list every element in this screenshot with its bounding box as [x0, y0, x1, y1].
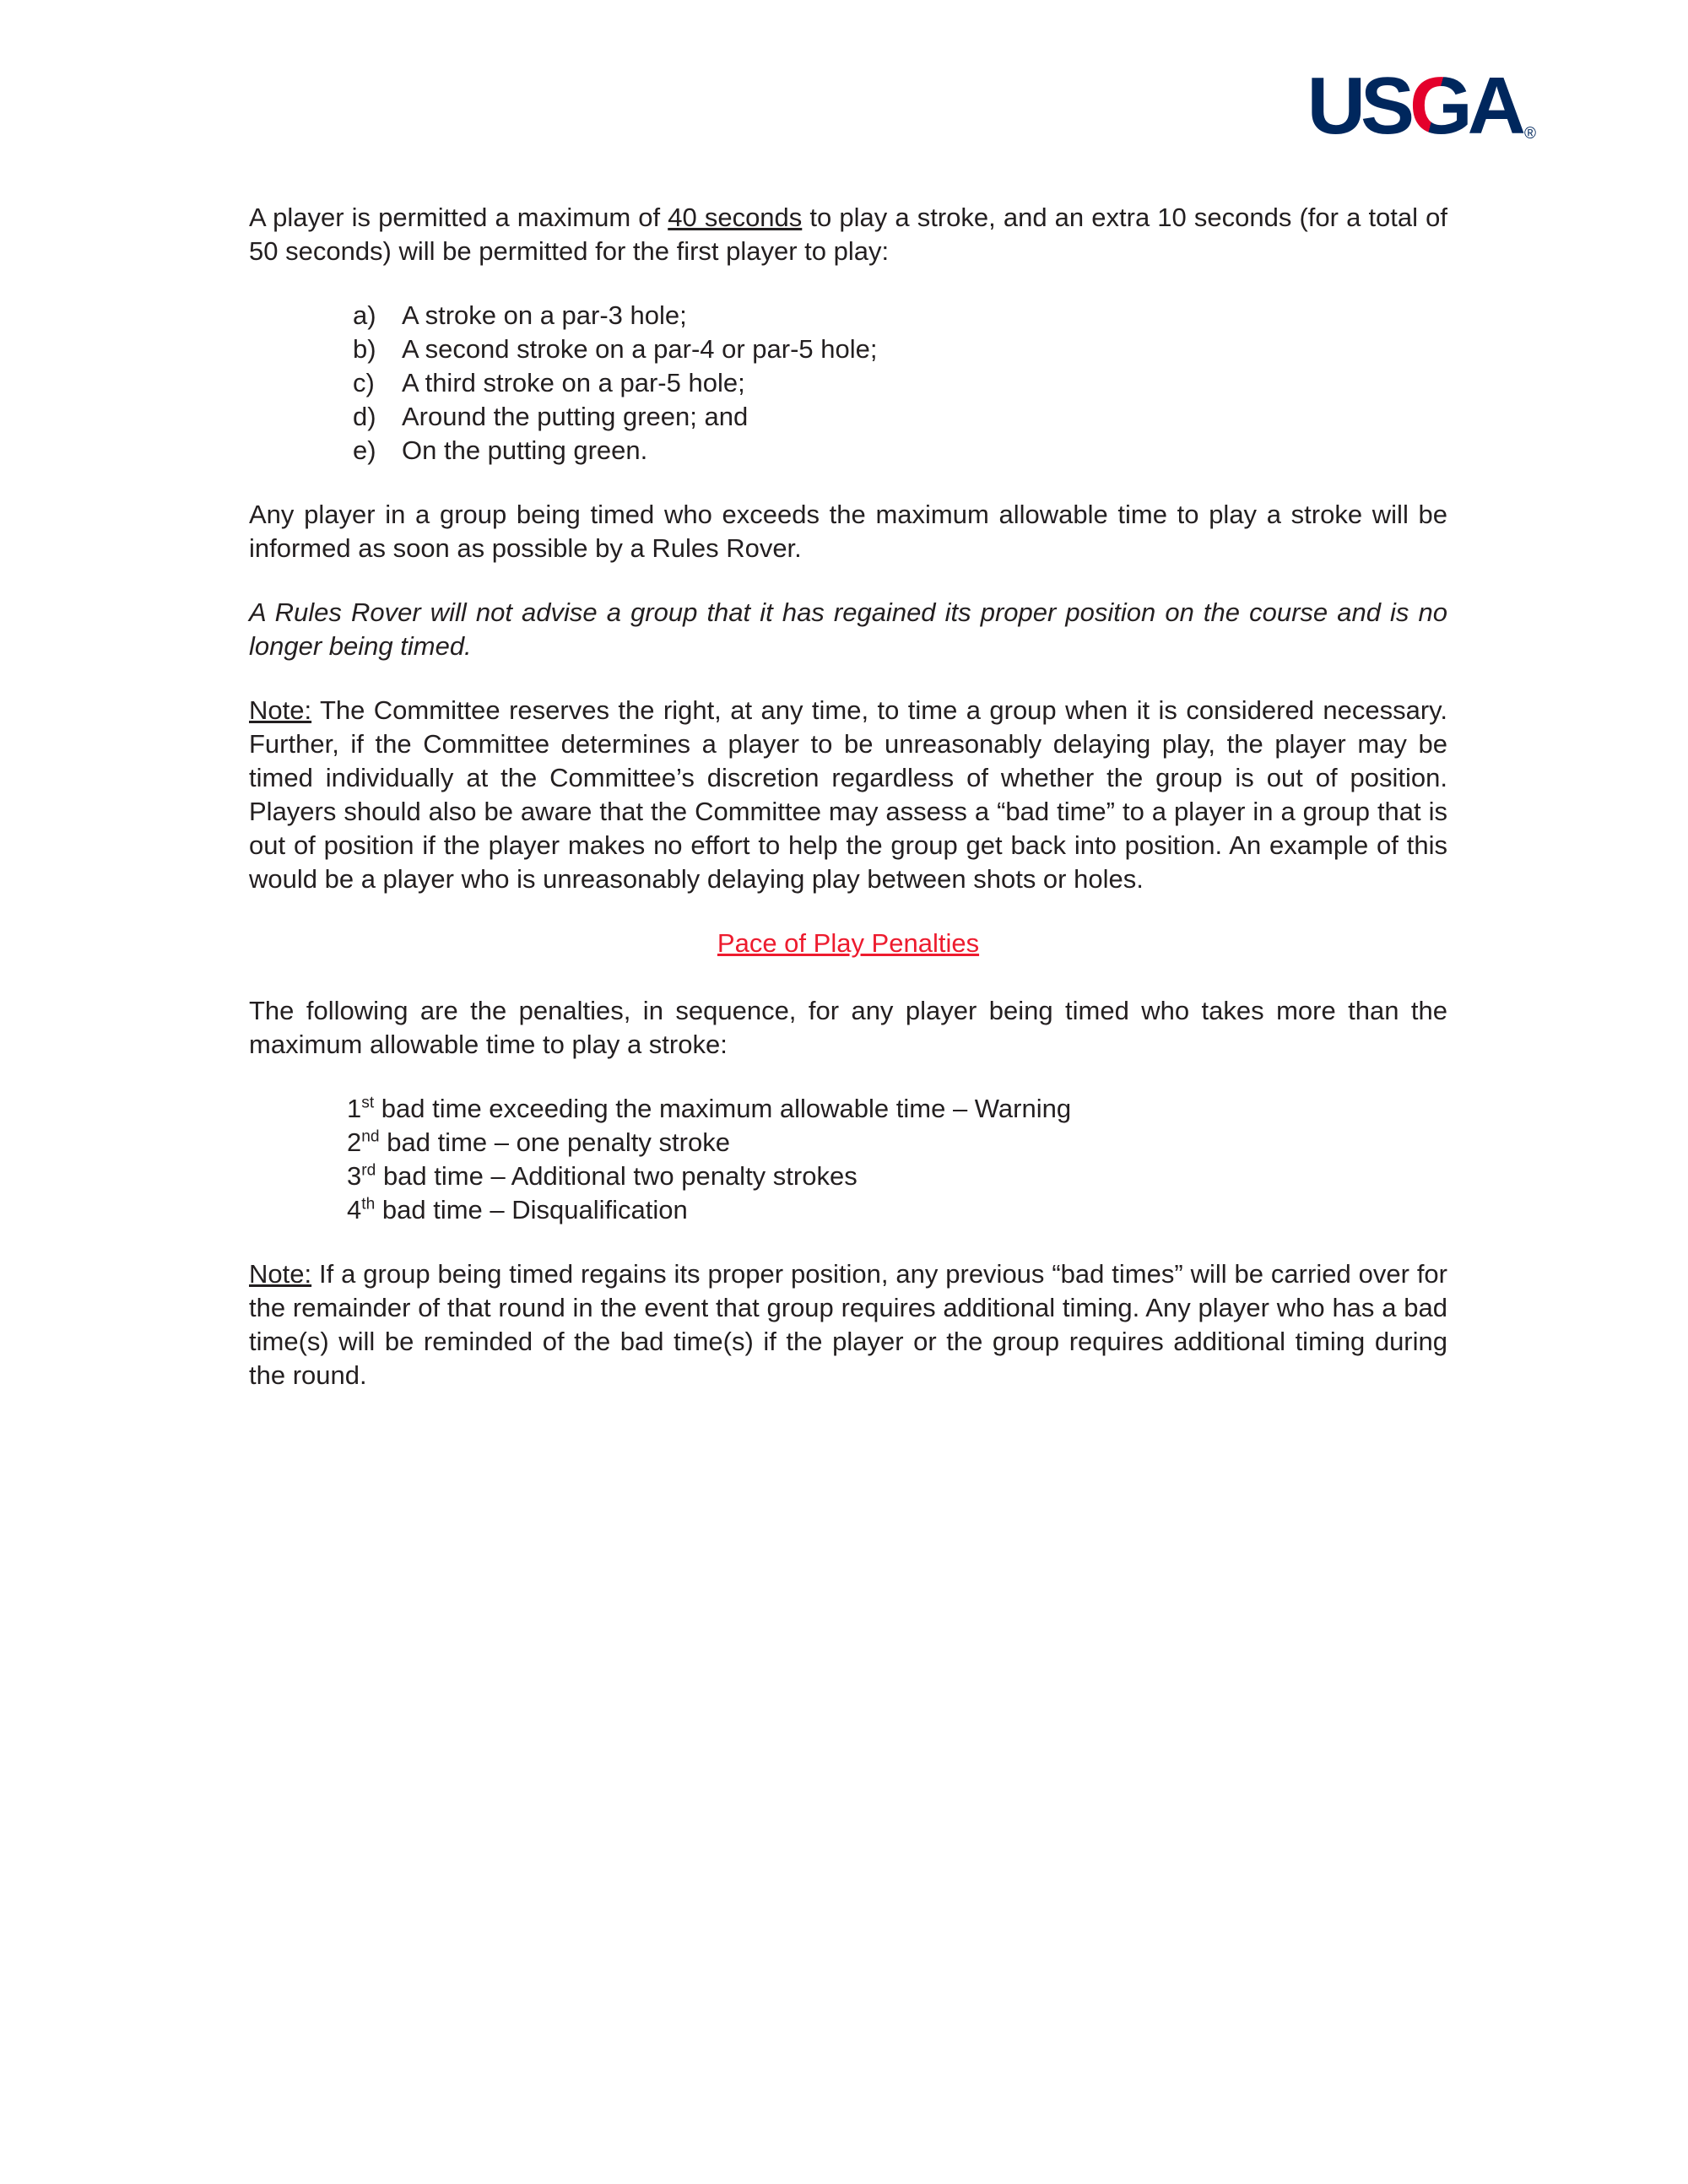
penalty-item	[347, 1126, 1447, 1160]
penalty-item	[347, 1092, 1447, 1126]
usga-logo-a: A	[1467, 61, 1521, 151]
usga-logo-g: G	[1409, 61, 1468, 151]
penalties-list	[347, 1092, 1447, 1227]
list-item-text: A stroke on a par-3 hole;	[402, 300, 687, 330]
list-item-text: A second stroke on a par-4 or par-5 hole;	[402, 334, 878, 364]
intro-paragraph	[249, 201, 1447, 268]
timed-player-paragraph: Any player in a group being timed who exceeds the maximum allowable time to play a stroke will be informed as soon as possible by a Rules Rover.	[249, 500, 1447, 563]
note-label: Note:	[249, 695, 312, 725]
committee-note-paragraph	[249, 694, 1447, 896]
note-text: If a group being timed regains its proper position, any previous “bad times” will be carried over for the remainder of that round in the event that group requires additional timing. Any player who has a bad time(s) will be reminded of the bad time(s) if the player or the group requires additional timing during the round.	[249, 1259, 1447, 1390]
list-item	[353, 299, 1447, 332]
stroke-situations-list	[353, 299, 1447, 468]
list-item	[353, 434, 1447, 468]
usga-logo	[1307, 61, 1536, 151]
list-item-text: Around the putting green; and	[402, 402, 749, 431]
usga-logo-us: US	[1307, 61, 1409, 151]
registered-trademark-symbol: ®	[1524, 125, 1536, 143]
document-content	[249, 201, 1447, 1423]
penalty-text: bad time – Additional two penalty strokes	[376, 1161, 858, 1191]
penalty-item	[347, 1160, 1447, 1193]
list-item-label: b)	[353, 334, 376, 364]
penalty-ordinal: 1	[347, 1094, 362, 1123]
note-label: Note:	[249, 1259, 312, 1289]
list-item	[353, 400, 1447, 434]
rules-rover-italic-paragraph: A Rules Rover will not advise a group that it has regained its proper position on the course and is no longer being timed.	[249, 597, 1447, 661]
list-item-label: d)	[353, 402, 376, 431]
penalty-text: bad time – Disqualification	[375, 1195, 688, 1224]
list-item	[353, 366, 1447, 400]
bad-times-note-paragraph	[249, 1257, 1447, 1392]
intro-post: to play a stroke, and an extra 10 seconds (for a total of 50 seconds) will be permitted for the first player to play:	[249, 203, 1448, 266]
intro-underlined-40-seconds: 40 seconds	[668, 203, 803, 232]
penalty-text: bad time – one penalty stroke	[379, 1127, 730, 1157]
penalty-ordinal: 2	[347, 1127, 362, 1157]
penalty-text: bad time exceeding the maximum allowable time – Warning	[374, 1094, 1072, 1123]
list-item-label: a)	[353, 300, 376, 330]
penalty-ordinal: 4	[347, 1195, 362, 1224]
list-item-label: c)	[353, 368, 375, 397]
list-item-text: On the putting green.	[402, 435, 648, 465]
list-item-text: A third stroke on a par-5 hole;	[402, 368, 745, 397]
penalty-item	[347, 1193, 1447, 1227]
penalty-ordinal: 3	[347, 1161, 362, 1191]
list-item-label: e)	[353, 435, 376, 465]
intro-pre: A player is permitted a maximum of	[249, 203, 668, 232]
usga-logo-letters	[1307, 61, 1521, 151]
pace-of-play-penalties-heading: Pace of Play Penalties	[717, 928, 980, 958]
note-text: The Committee reserves the right, at any time, to time a group when it is considered necessary. Further, if the Committee determines a player to be unreasonably delaying play, the player may be timed individually at the Committee’s discretion regardless of whether the group is out of position. Players should also be aware that the Committee may assess a “bad time” to a player in a group that is out of position if the player makes no effort to help the group get back into position. An example of this would be a player who is unreasonably delaying play between shots or holes.	[249, 695, 1447, 894]
penalty-ordinal-suffix: st	[361, 1094, 375, 1112]
penalty-ordinal-suffix: rd	[361, 1161, 376, 1180]
penalties-intro-paragraph: The following are the penalties, in sequence, for any player being timed who takes more than the maximum allowable time to play a stroke:	[249, 996, 1447, 1059]
penalty-ordinal-suffix: th	[361, 1195, 376, 1214]
list-item	[353, 332, 1447, 366]
penalty-ordinal-suffix: nd	[361, 1127, 380, 1146]
